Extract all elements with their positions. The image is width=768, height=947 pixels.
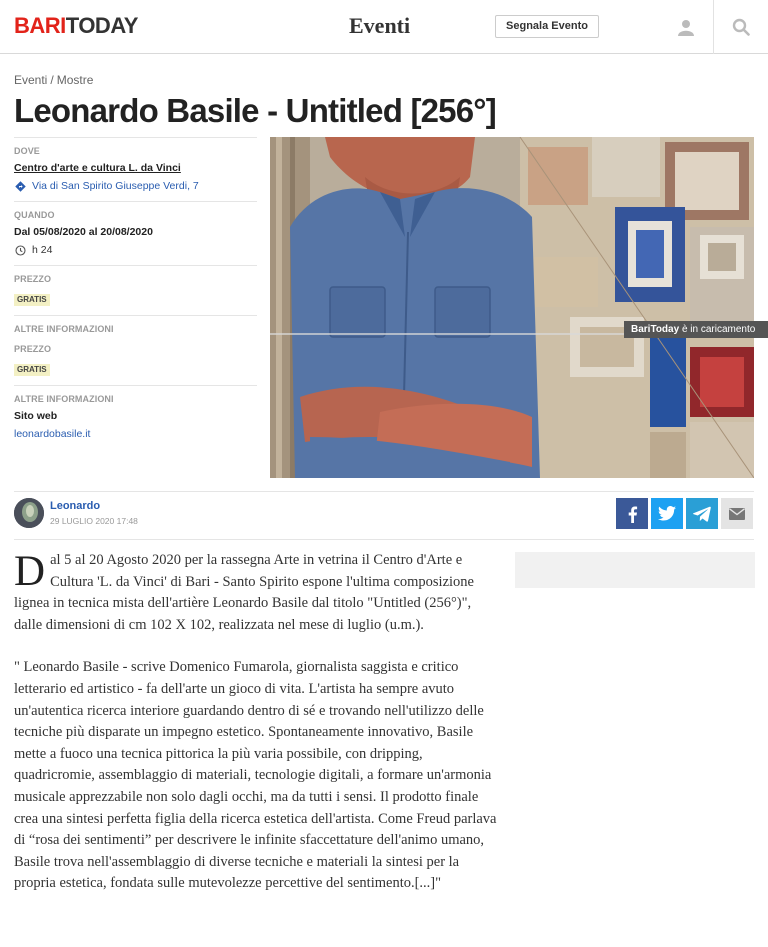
info-more-2 — [14, 385, 257, 449]
venue-link[interactable]: Centro d'arte e cultura L. da Vinci — [14, 162, 181, 174]
website-label: Sito web — [14, 410, 58, 422]
breadcrumb — [14, 73, 93, 87]
share-facebook-button[interactable] — [616, 498, 648, 529]
info-when — [14, 201, 257, 265]
author-avatar[interactable] — [14, 498, 44, 528]
share-telegram-button[interactable] — [686, 498, 718, 529]
breadcrumb-separator: / — [50, 73, 54, 87]
article-body — [14, 550, 498, 916]
directions-icon — [14, 180, 26, 192]
logo-bari: BARI — [14, 13, 66, 38]
segnala-evento-button[interactable]: Segnala Evento — [495, 15, 599, 38]
event-photo — [270, 137, 754, 478]
where-label: DOVE — [14, 146, 40, 156]
loading-brand: BariToday — [631, 324, 680, 335]
event-dates: Dal 05/08/2020 al 20/08/2020 — [14, 226, 153, 238]
author-bar — [14, 491, 754, 540]
event-info — [14, 137, 257, 449]
price-badge-2: GRATIS — [14, 364, 50, 376]
email-icon — [729, 508, 745, 520]
more-label-2: ALTRE INFORMAZIONI — [14, 394, 114, 404]
info-price-2 — [14, 339, 257, 385]
website-link[interactable]: leonardobasile.it — [14, 428, 91, 440]
when-label: QUANDO — [14, 210, 55, 220]
event-image[interactable] — [270, 137, 754, 478]
breadcrumb-mostre[interactable]: Mostre — [56, 73, 94, 87]
price-label-2: PREZZO — [14, 344, 52, 354]
site-header — [0, 0, 768, 54]
image-loading-tooltip — [624, 321, 768, 338]
clock-icon — [14, 244, 26, 256]
twitter-icon — [658, 506, 676, 521]
info-more — [14, 315, 257, 339]
hours-text: h 24 — [32, 244, 53, 256]
breadcrumb-eventi[interactable]: Eventi — [14, 73, 48, 87]
info-price — [14, 265, 257, 315]
more-label: ALTRE INFORMAZIONI — [14, 324, 114, 334]
logo-today: TODAY — [65, 13, 138, 38]
hours-row — [14, 243, 257, 257]
user-icon[interactable] — [658, 0, 713, 54]
article-paragraph-1-text: al 5 al 20 Agosto 2020 per la rassegna Arte in vetrina il Centro d'Arte e Cultura 'L. da Vinci' di Bari - Santo Spirito espone l'ultima composizione lignea in tecnica mista dell'artière Leonardo Basile dal titolo "Untitled (256°)", dalle dimensioni di cm 102 X 102, realizzata nel mese di luglio (u.m.). — [14, 552, 474, 633]
price-badge: GRATIS — [14, 294, 50, 306]
author-name[interactable]: Leonardo — [50, 500, 101, 512]
search-icon[interactable] — [713, 0, 768, 54]
price-label: PREZZO — [14, 274, 52, 284]
share-email-button[interactable] — [721, 498, 753, 529]
article-paragraph-2: " Leonardo Basile - scrive Domenico Fumarola, giornalista saggista e critico letterario ed artistico - fa dell'arte un gioco di vita. L'artista ha sempre avuto un'autentica ricerca interiore guardando dentro di sé e trovando nell'utilizzo delle tecniche più disparate un impegno estetico. Spontaneamente innovativo, Basile mette a fuoco una tecnica pittorica la più varia possibile, con dripping, quadricromie, assemblaggio di materiali, tecnologie digitali, a formare un'armonia musicale apprezzabile non solo dagli occhi, ma da tutti i sensi. Il prodotto finale crea una sintesi perfetta figlia della ricerca estetica dell'artista. Come Freud parlava di “rosa dei sentimenti” per descrivere le infinite sfaccettature dell'animo umano, Basile trova nell'assemblaggio di diverse tecniche e materiali la sintesi per la propria estetica, fondata sulle mutevolezze percettive del sentimento.[...]" — [14, 659, 497, 892]
loading-status: è in caricamento — [679, 324, 756, 335]
address-row[interactable] — [14, 179, 257, 193]
address-text: Via di San Spirito Giuseppe Verdi, 7 — [32, 180, 199, 192]
page-title: Leonardo Basile - Untitled [256°] — [14, 92, 496, 129]
share-twitter-button[interactable] — [651, 498, 683, 529]
telegram-icon — [693, 506, 711, 522]
ad-placeholder — [515, 552, 755, 588]
publish-date: 29 LUGLIO 2020 17:48 — [50, 516, 138, 526]
facebook-icon — [625, 505, 639, 523]
info-where — [14, 137, 257, 201]
article-paragraph-1 — [14, 550, 498, 636]
drop-cap: D — [14, 548, 46, 595]
section-title[interactable]: Eventi — [349, 13, 411, 38]
site-logo[interactable] — [14, 13, 138, 39]
